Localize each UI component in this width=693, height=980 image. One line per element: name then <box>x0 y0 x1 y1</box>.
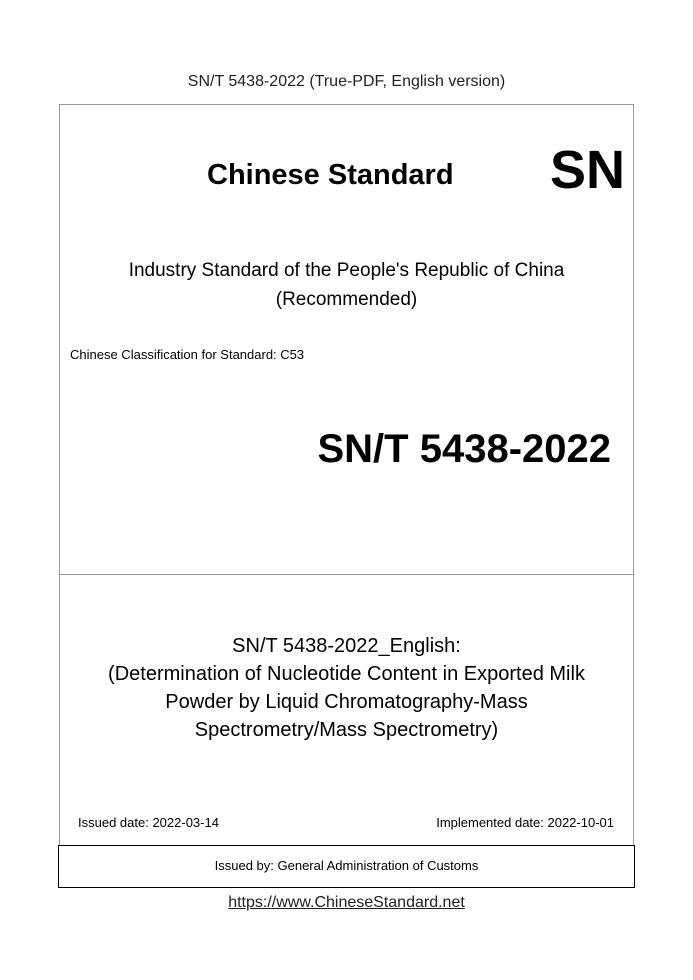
industry-statement <box>59 256 634 314</box>
issuer-text: Issued by: General Administration of Customs <box>214 858 479 873</box>
document-title-line: Spectrometry/Mass Spectrometry) <box>194 719 499 741</box>
document-title-line: Powder by Liquid Chromatography-Mass <box>165 691 528 713</box>
document-title-line: SN/T 5438-2022_English: <box>232 635 461 657</box>
document-title <box>59 632 634 744</box>
implemented-date: Implemented date: 2022-10-01 <box>436 815 614 830</box>
document-title-line: (Determination of Nucleotide Content in Exported Milk <box>108 663 585 685</box>
standard-code: SN <box>550 140 626 200</box>
website-link[interactable]: https://www.ChineseStandard.net <box>228 894 465 911</box>
issued-date: Issued date: 2022-03-14 <box>78 815 219 830</box>
cover-divider <box>59 574 634 575</box>
standard-number: SN/T 5438-2022 <box>317 427 611 471</box>
classification-text: Chinese Classification for Standard: C53 <box>70 347 305 362</box>
document-header: SN/T 5438-2022 (True-PDF, English version) <box>187 73 506 90</box>
cover-title: Chinese Standard <box>207 159 454 191</box>
industry-line-2: (Recommended) <box>275 289 418 310</box>
issuer-box <box>58 845 635 888</box>
industry-line-1: Industry Standard of the People's Republic of China <box>128 260 565 281</box>
